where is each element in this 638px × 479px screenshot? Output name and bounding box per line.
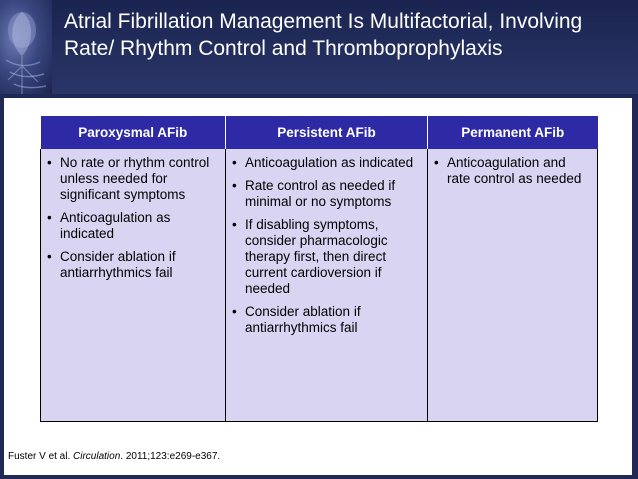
afib-management-table xyxy=(40,116,598,422)
list-item: • Rate control as needed if minimal or no symptoms xyxy=(230,178,421,210)
slide-title: Atrial Fibrillation Management Is Multifactorial, Involving Rate/ Rhythm Control and Thromboprophylaxis xyxy=(64,10,583,60)
header-paroxysmal: Paroxysmal AFib xyxy=(41,116,226,149)
slide-header xyxy=(0,0,638,94)
header-permanent: Permanent AFib xyxy=(428,116,598,149)
list-item: • Anticoagulation as indicated xyxy=(45,210,219,242)
citation-details: . 2011;123:e269-e367. xyxy=(120,451,221,462)
header-persistent: Persistent AFib xyxy=(226,116,428,149)
bullet-list-persistent xyxy=(230,155,421,336)
list-item: • If disabling symptoms, consider pharmacologic therapy first, then direct current cardioversion if needed xyxy=(230,217,421,297)
table-row xyxy=(41,149,598,422)
citation-journal: Circulation xyxy=(73,451,121,462)
list-item: • Consider ablation if antiarrhythmics fail xyxy=(230,304,421,336)
bullet-list-paroxysmal xyxy=(45,155,219,281)
citation-authors: Fuster V et al. xyxy=(8,451,74,462)
list-item: • Consider ablation if antiarrhythmics fail xyxy=(45,249,219,281)
bullet-list-permanent xyxy=(432,155,591,187)
list-item: • Anticoagulation as indicated xyxy=(230,155,421,171)
cell-persistent xyxy=(226,149,428,422)
heart-vessels-icon xyxy=(0,0,52,94)
table-header-row xyxy=(41,116,598,149)
citation xyxy=(8,451,220,462)
list-item: • No rate or rhythm control unless needed for significant symptoms xyxy=(45,155,219,203)
cell-permanent xyxy=(428,149,598,422)
slide-content xyxy=(4,98,632,475)
cell-paroxysmal xyxy=(41,149,226,422)
list-item: • Anticoagulation and rate control as needed xyxy=(432,155,591,187)
